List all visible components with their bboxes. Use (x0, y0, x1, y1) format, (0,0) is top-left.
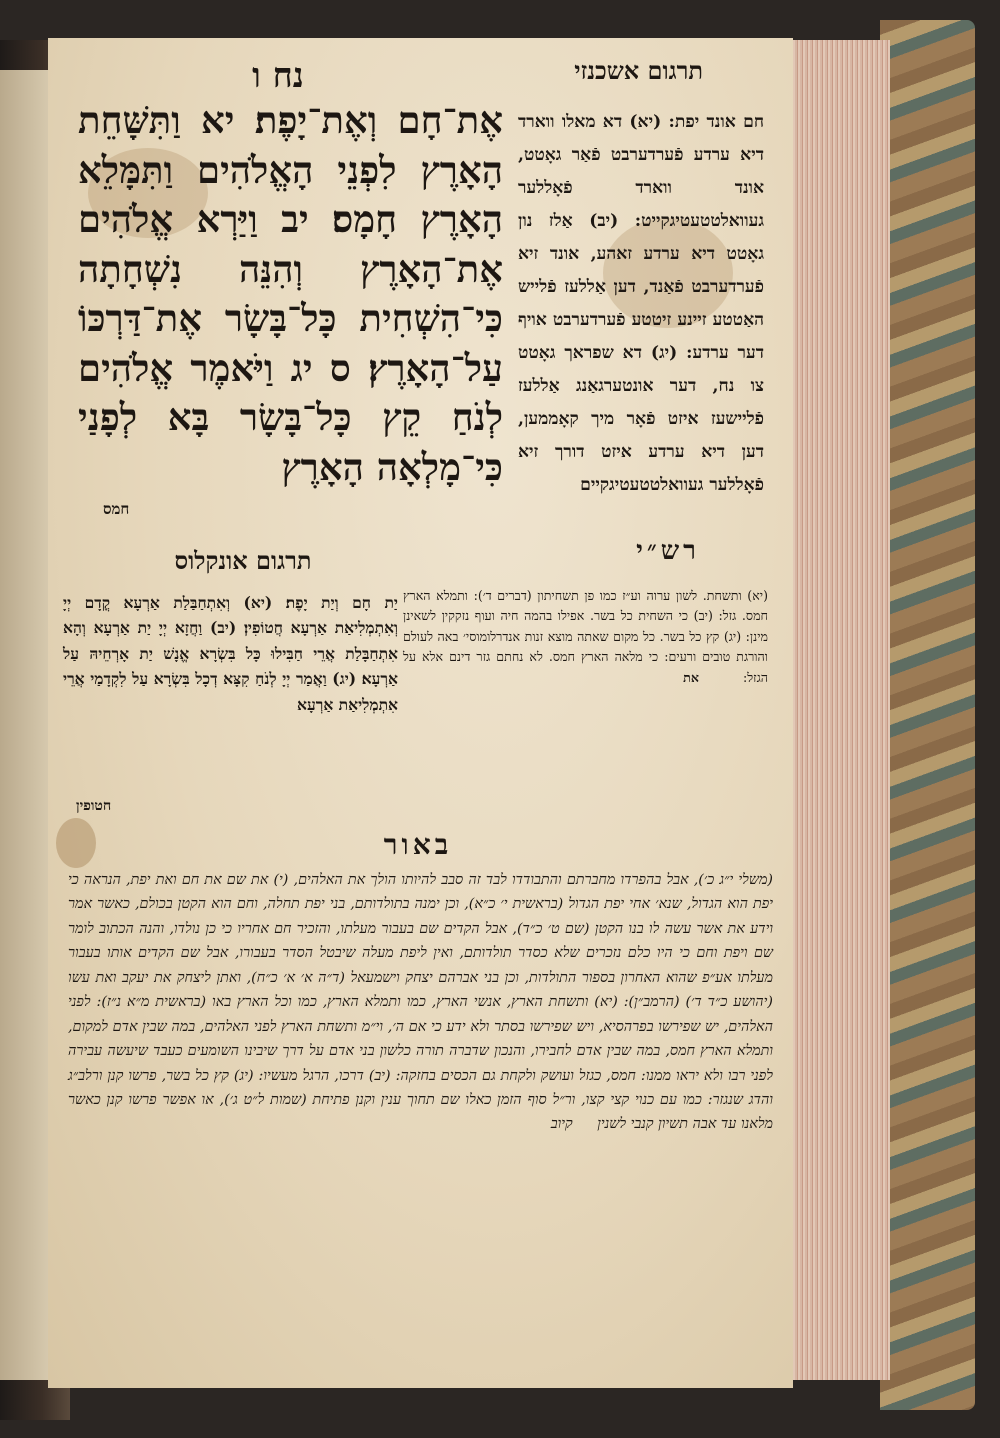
main-catchword: חמס (103, 500, 130, 518)
onkelos-translation: יַת חָם וְיַת יָפֶת׃ (יא) וְאִתְחַבַּלַת אַרְעָא קֳדָם יְיָ וְאִתְמְלִיאַת אַרְעָא חֲטוֹפִין׃ (יב) וַחֲזָא יְיָ יַת אַרְעָא וְהָא אִתְחַבָּלַת אֲרֵי חַבִּילוּ כָּל בִּשְׂרָא אֱנָשׁ יַת אָרְחֵיהּ עַל אַרְעָא׃ (יג) וַאֲמַר יְיָ לְנֹחַ קִצָּא דְכָל בִּשְׂרָא עַל לִקְדָמַי אֲרֵי אִתְמְלִיאַת אַרְעָא (63, 593, 398, 714)
page-header-title: תרגום אשכנזי (574, 56, 703, 85)
rashi-body: (יא) ותשחת. לשון ערוה וע״ז כמו פן תשחיתון (דברים ד׳): ותמלא הארץ חמס. גזל: (יב) כי השחית כל בשר. אפילו בהמה חיה ועוף נזקקין לשאינן מינן: (יג) קץ כל בשר. כל מקום שאתה מוצא זנות אנדרלומוסי׳ באה לעולם והורגת טובים ורעים: כי מלאה הארץ חמס. לא נחתם גזר דינם אלא על הגזל: (403, 588, 768, 685)
rashi-catchword: את (683, 669, 699, 685)
marbled-cover (880, 20, 975, 1410)
onkelos-catchword: חטופין (76, 798, 112, 814)
yiddish-translation: חם אונד יפת: (יא) דא מאלו ווארד דיא ערדע פֿערדערבט פֿאַר גאָטט, אונד ווארד פֿאָללער געוואלטטעטיגקייט: (יב) אַלז נון גאָטט דיא ערדע זאהע, אונד זיא פֿערדערבט פֿאַנד, דען אַללעז פֿלייש האַטטע זיינע זיטטע פֿערדערבט אויף דער ערדע: (יג) דא שפראך גאָטט צו נח, דער אונטערגאַנג אַללעז פֿליישעז איזט פֿאָר מיך קאָממען, דען דיא ערדע איזט דורך זיא פֿאָללער געוואלטטעטיגקיים (518, 112, 764, 496)
facing-page-edge (0, 70, 52, 1380)
biur-body: (משלי י״ג כ׳), אבל בהפרדו מחברתם והתבודדו לבד זה סבב להיותו הולך את האלהים, (י) את שם את חם ואת יפת, הנראה כי יפת הוא הגדול, שנא׳ אחי יפת הגדול (בראשית י׳ כ״א), וכן ימנה בתולדותם, בני יפת תחלה, וחם הוא הקטן בכולם, כאשר אמר וידע את אשר עשה לו בנו הקטן (שם ט׳ כ״ד), אבל הקדים שם בעבור מעלתו, והזכיר חם אחריו כי כן נולדו, והנה הכתוב לומר שם ויפת וחם כי היו כלם נזכרים שלא כסדר תולדותם, ואין ליפת מעלה שיבטל הסדר בעבורו, אבל שם הקדים אותו בעבור מעלתו אע״פ שהוא האחרון בספור התולדות, וכן בני אברהם יצחק וישמעאל (ד״ה א׳ א׳ כ״ח), ואתן ליצחק את יעקב ואת עשו (יהושע כ״ד ד׳) (הרמב״ן): (יא) ותשחת הארץ, אנשי הארץ, כמו ותמלא הארץ, כמו וכל הארץ באו (בראשית מ״א נ״ז): לפני האלהים, יש שפירשו בפרהסיא, ויש שפירשו בסתר ולא ידע כי אם ה׳, וי״מ ותשחת הארץ לפני האלהים, במה שבין אדם למקום, ותמלא הארץ חמס, במה שבין אדם לחבירו, והנכון שדברה תורה כלשון בני אדם על דרך שיבינו השומעים כעבד שיעשה עבירה לפני רבו ולא יראו ממנו: חמס, כגזל ועושק ולקחת גם הכסים בחזקה: (יב) דרכו, הרגל מעשיו: (יג) קץ כל בשר, פרשו קנן ורלב״ג והדג שנגזר: כמו עם כנוי קצי קצו, ור״ל סוף הזמן כאלו שם תחוך ענין וקנן פתיחת (שמות ל״ט ג׳), או אפשר פרשו קנן כאשר מלאנו עד אבה תשיון קנבי לשנין (68, 872, 773, 1133)
page-edges (790, 40, 890, 1380)
onkelos-heading: תרגום אונקלוס (174, 546, 312, 575)
torah-text: אֶת־חָם וְאֶת־יָפֶת׃ יא וַתִּשָּׁחֵת הָאָרֶץ לִפְנֵי הָאֱלֹהִים וַתִּמָּלֵא הָאָרֶץ חָמָס׃ יב וַיַּרְא אֱלֹהִים אֶת־הָאָרֶץ וְהִנֵּה נִשְׁחָתָה כִּי־הִשְׁחִית כָּל־בָּשָׂר אֶת־דַּרְכּוֹ עַל־הָאָרֶץ׃ ס יג וַיֹּאמֶר אֱלֹהִים לְנֹחַ קֵץ כָּל־בָּשָׂר בָּא לְפָנַי כִּי־מָלְאָה הָאָרֶץ (78, 98, 503, 490)
biur-commentary (68, 868, 773, 1137)
biur-catchword: קיוב (550, 1116, 573, 1133)
stain (56, 818, 96, 868)
book-page (48, 38, 793, 1388)
biur-heading: באור (383, 828, 453, 861)
rashi-heading: רש״י (636, 536, 700, 566)
parasha-header: נח ו (252, 56, 304, 96)
rashi-commentary (403, 586, 768, 688)
